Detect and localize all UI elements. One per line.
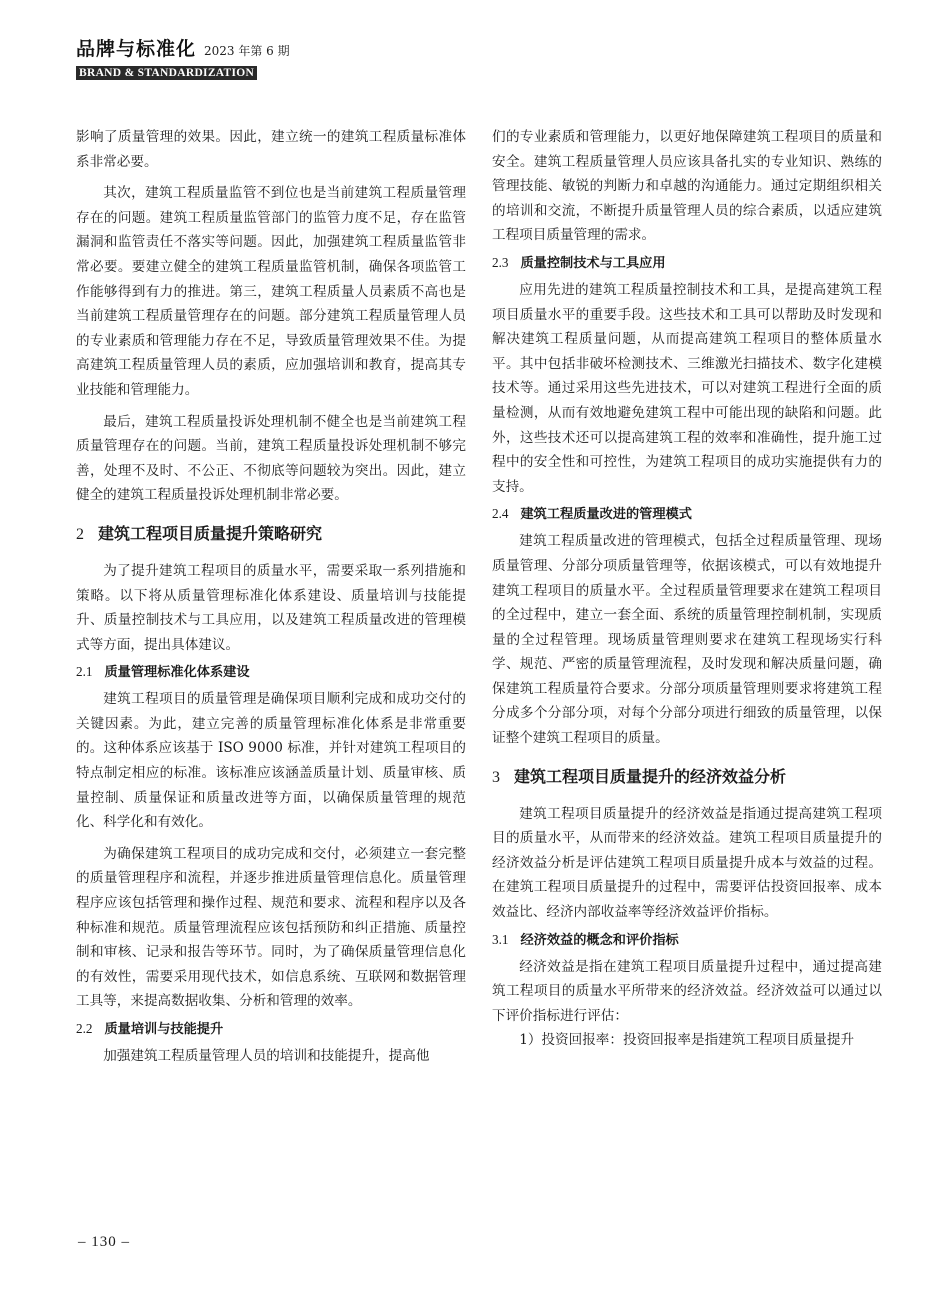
journal-header <box>76 34 290 80</box>
right-column <box>492 125 882 1069</box>
left-column <box>76 125 466 1069</box>
section-title: 建筑工程项目质量提升的经济效益分析 <box>514 766 787 786</box>
subsection-number: 2.1 <box>76 664 93 680</box>
journal-title-line <box>76 34 290 61</box>
subsection-title: 质量控制技术与工具应用 <box>520 255 666 271</box>
subsection-title: 建筑工程质量改进的管理模式 <box>520 507 692 523</box>
section-heading-2 <box>76 522 466 547</box>
subsection-heading-2-3 <box>492 252 882 275</box>
paragraph: 最后，建筑工程质量投诉处理机制不健全也是当前建筑工程质量管理存在的问题。当前，建筑工程质量投诉处理机制不够完善，处理不及时、不公正、不彻底等问题较为突出。因此，建立健全的建筑工程质量投诉处理机制非常必要。 <box>76 413 466 504</box>
journal-issue: 2023 年第 6 期 <box>204 44 290 58</box>
subsection-number: 2.3 <box>492 254 509 270</box>
subsection-number: 2.2 <box>76 1021 93 1036</box>
subsection-heading-2-1 <box>76 661 466 684</box>
paragraph: 们的专业素质和管理能力，以更好地保障建筑工程项目的质量和安全。建筑工程质量管理人员应该具备扎实的专业知识、熟练的管理技能、敏锐的判断力和卓越的沟通能力。通过定期组织相关的培训和交流，不断提升质量管理人员的综合素质，以适应建筑工程项目质量管理的需求。 <box>492 129 882 244</box>
page-number: – 130 – <box>78 1234 130 1250</box>
paragraph: 建筑工程质量改进的管理模式，包括全过程质量管理、现场质量管理、分部分项质量管理等，依据该模式，可以有效地提升建筑工程项目的质量水平。全过程质量管理要求在建筑工程项目的全过程中，建立一套全面、系统的质量管理控制机制，实现质量的全过程管理。现场质量管理则要求在建筑工程现场实行科学、规范、严密的质量管理流程，及时发现和解决质量问题，确保建筑工程质量符合要求。分部分项质量管理则要求将建筑工程分成多个分部分项，对每个分部分项进行细致的质量管理，以保证整个建筑工程项目的质量。 <box>492 533 882 747</box>
subsection-title: 质量培训与技能提升 <box>104 1022 224 1037</box>
paragraph: 经济效益是指在建筑工程项目质量提升过程中，通过提高建筑工程项目的质量水平所带来的经济效益。经济效益可以通过以下评价指标进行评估： <box>492 958 882 1024</box>
paragraph: 应用先进的建筑工程质量控制技术和工具，是提高建筑工程项目质量水平的重要手段。这些技术和工具可以帮助及时发现和解决建筑工程质量问题，从而提高建筑工程项目的整体质量水平。其中包括非破坏检测技术、三维激光扫描技术、数字化建模技术等。通过采用这些先进技术，可以对建筑工程进行全面的质量检测，从而有效地避免建筑工程中可能出现的缺陷和问题。此外，这些技术还可以提高建筑工程的效率和准确性，提升施工过程中的安全性和可控性，为建筑工程项目的成功实施提供有力的支持。 <box>492 281 882 495</box>
section-title: 建筑工程项目质量提升策略研究 <box>98 523 323 543</box>
subsection-title: 经济效益的概念和评价指标 <box>520 932 679 948</box>
subsection-heading-2-4 <box>492 503 882 526</box>
subsection-number: 2.4 <box>492 506 509 522</box>
paragraph: 建筑工程项目的质量管理是确保项目顺利完成和成功交付的关键因素。为此，建立完善的质量管理标准化体系是非常重要的。这种体系应该基于 ISO 9000 标准，并针对建筑工程项目的特点制定相应的标准。该标准应该涵盖质量计划、质量审核、质量控制、质量保证和质量改进等方面，以确保质量管理的规范化、科学化和有效化。 <box>76 691 466 831</box>
subsection-heading-3-1 <box>492 929 882 952</box>
journal-english-title: BRAND & STANDARDIZATION <box>76 66 257 80</box>
paragraph: 为确保建筑工程项目的成功完成和交付，必须建立一套完整的质量管理程序和流程，并逐步推进质量管理信息化。质量管理程序应该包括管理和操作过程、规范和要求、流程和程序以及各种标准和规范。质量管理流程应该包括预防和纠正措施、质量控制和审核、记录和报告等环节。同时，为了确保质量管理信息化的有效性，需要采用现代技术，如信息系统、互联网和数据管理工具等，来提高数据收集、分析和管理的效率。 <box>76 845 466 1010</box>
journal-title: 品牌与标准化 <box>76 38 197 60</box>
section-number: 2 <box>76 525 84 543</box>
paragraph: 影响了质量管理的效果。因此，建立统一的建筑工程质量标准体系非常必要。 <box>76 129 466 170</box>
paragraph: 建筑工程项目质量提升的经济效益是指通过提高建筑工程项目的质量水平，从而带来的经济效益。建筑工程项目质量提升的经济效益分析是评估建筑工程项目质量提升成本与效益的过程。在建筑工程项目质量提升的过程中，需要评估投资回报率、成本效益比、经济内部收益率等经济效益评价指标。 <box>492 805 882 921</box>
paragraph: 为了提升建筑工程项目的质量水平，需要采取一系列措施和策略。以下将从质量管理标准化体系建设、质量培训与技能提升、质量控制技术与工具应用，以及建筑工程质量改进的管理模式等方面，提出具体建议。 <box>76 562 466 653</box>
article-body <box>76 125 882 1069</box>
section-heading-3 <box>492 765 882 790</box>
section-number: 3 <box>492 768 500 786</box>
subsection-number: 3.1 <box>492 931 509 947</box>
subsection-heading-2-2 <box>76 1018 466 1041</box>
paragraph: 1）投资回报率：投资回报率是指建筑工程项目质量提升 <box>519 1032 855 1049</box>
paragraph: 其次，建筑工程质量监管不到位也是当前建筑工程质量管理存在的问题。建筑工程质量监管部门的监管力度不足，存在监管漏洞和监管责任不落实等问题。因此，加强建筑工程质量监管非常必要。要建立健全的建筑工程质量监管机制，确保各项监管工作能够得到有力的推进。第三，建筑工程质量人员素质不高也是当前建筑工程质量管理存在的问题。部分建筑工程质量管理人员的专业素质和管理能力存在不足，导致质量管理效果不佳。为提高建筑工程质量管理人员的素质，应加强培训和教育，提高其专业技能和管理能力。 <box>76 185 466 398</box>
subsection-title: 质量管理标准化体系建设 <box>104 665 250 681</box>
paragraph: 加强建筑工程质量管理人员的培训和技能提升，提高他 <box>103 1048 430 1064</box>
